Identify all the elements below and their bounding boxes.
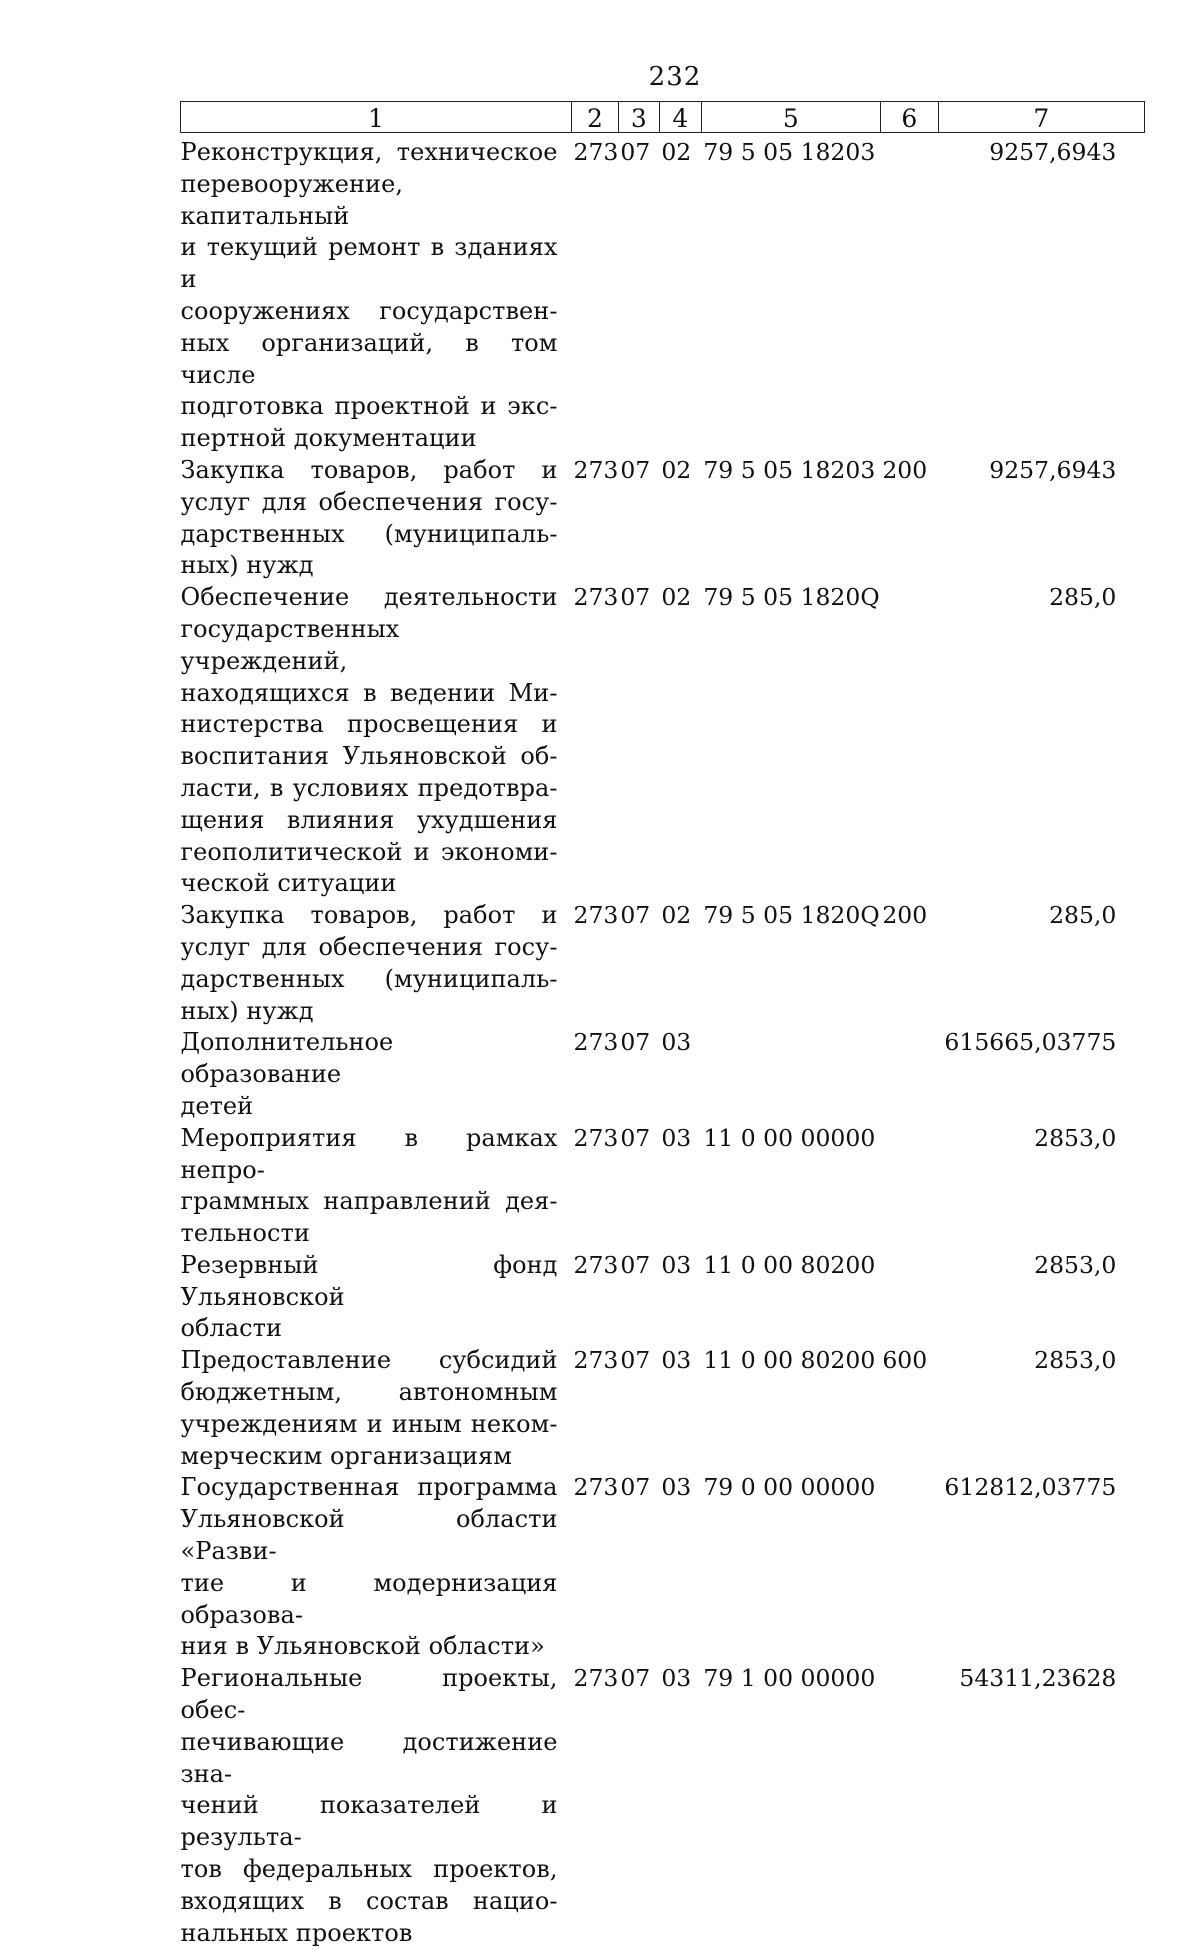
row-name-cell bbox=[181, 1345, 572, 1472]
row-name-line: тие и модернизация образова- bbox=[181, 1568, 558, 1632]
table-row bbox=[181, 1345, 1145, 1472]
row-name-line: мерческим организациям bbox=[181, 1441, 558, 1473]
code-cell-target: 79 5 05 1820Q bbox=[701, 582, 880, 900]
row-name-line: услуг для обеспечения госу- bbox=[181, 932, 558, 964]
amount-cell: 2853,0 bbox=[938, 1250, 1144, 1345]
table-row bbox=[181, 1123, 1145, 1250]
code-cell-expense-type bbox=[880, 1123, 938, 1250]
code-cell-section: 07 bbox=[618, 133, 659, 455]
amount-cell: 2853,0 bbox=[938, 1123, 1144, 1250]
column-header-7: 7 bbox=[938, 102, 1144, 133]
row-name-line: чений показателей и результа- bbox=[181, 1790, 558, 1854]
row-name-line: тельности bbox=[181, 1218, 558, 1250]
table-row bbox=[181, 1663, 1145, 1949]
row-name-line: Региональные проекты, обес- bbox=[181, 1663, 558, 1727]
column-header-3: 3 bbox=[618, 102, 659, 133]
code-cell-expense-type bbox=[880, 1250, 938, 1345]
row-name-line: ческой ситуации bbox=[181, 868, 558, 900]
code-cell-subsection: 03 bbox=[659, 1472, 701, 1663]
row-name-line: Мероприятия в рамках непро- bbox=[181, 1123, 558, 1187]
code-cell-subsection: 02 bbox=[659, 900, 701, 1027]
code-cell-expense-type bbox=[880, 1472, 938, 1663]
table-row bbox=[181, 900, 1145, 1027]
row-name-line: Закупка товаров, работ и bbox=[181, 900, 558, 932]
row-name-cell bbox=[181, 1663, 572, 1949]
code-cell-subsection: 02 bbox=[659, 455, 701, 582]
amount-cell: 615665,03775 bbox=[938, 1027, 1144, 1122]
code-cell-expense-type: 600 bbox=[880, 1345, 938, 1472]
code-cell-ministry: 273 bbox=[572, 455, 619, 582]
row-name-line: области bbox=[181, 1313, 558, 1345]
code-cell-expense-type bbox=[880, 133, 938, 455]
code-cell-ministry: 273 bbox=[572, 1027, 619, 1122]
page-number: 232 bbox=[0, 62, 1200, 92]
code-cell-subsection: 02 bbox=[659, 133, 701, 455]
row-name-line: входящих в состав нацио- bbox=[181, 1886, 558, 1918]
code-cell-expense-type bbox=[880, 1027, 938, 1122]
code-cell-expense-type: 200 bbox=[880, 900, 938, 1027]
row-name-line: сооружениях государствен- bbox=[181, 296, 558, 328]
row-name-cell bbox=[181, 582, 572, 900]
code-cell-subsection: 03 bbox=[659, 1123, 701, 1250]
row-name-cell bbox=[181, 1472, 572, 1663]
code-cell-section: 07 bbox=[618, 1663, 659, 1949]
code-cell-ministry: 273 bbox=[572, 1123, 619, 1250]
code-cell-ministry: 273 bbox=[572, 1472, 619, 1663]
table-row bbox=[181, 455, 1145, 582]
row-name-line: Резервный фонд Ульяновской bbox=[181, 1250, 558, 1314]
row-name-line: Ульяновской области «Разви- bbox=[181, 1504, 558, 1568]
row-name-line: геополитической и экономи- bbox=[181, 837, 558, 869]
row-name-line: детей bbox=[181, 1091, 558, 1123]
row-name-line: ных) нужд bbox=[181, 550, 558, 582]
table-row bbox=[181, 1250, 1145, 1345]
row-name-line: пертной документации bbox=[181, 423, 558, 455]
amount-cell: 285,0 bbox=[938, 582, 1144, 900]
row-name-line: Обеспечение деятельности bbox=[181, 582, 558, 614]
code-cell-section: 07 bbox=[618, 1250, 659, 1345]
column-header-4: 4 bbox=[659, 102, 701, 133]
code-cell-section: 07 bbox=[618, 582, 659, 900]
column-header-1: 1 bbox=[181, 102, 572, 133]
code-cell-target: 79 5 05 1820Q bbox=[701, 900, 880, 1027]
row-name-line: ных организаций, в том числе bbox=[181, 328, 558, 392]
code-cell-target: 79 1 00 00000 bbox=[701, 1663, 880, 1949]
code-cell-subsection: 03 bbox=[659, 1663, 701, 1949]
row-name-line: щения влияния ухудшения bbox=[181, 805, 558, 837]
row-name-line: Государственная программа bbox=[181, 1472, 558, 1504]
amount-cell: 9257,6943 bbox=[938, 133, 1144, 455]
row-name-cell bbox=[181, 1250, 572, 1345]
column-header-5: 5 bbox=[701, 102, 880, 133]
column-header-2: 2 bbox=[572, 102, 619, 133]
code-cell-ministry: 273 bbox=[572, 1250, 619, 1345]
code-cell-section: 07 bbox=[618, 1472, 659, 1663]
row-name-line: ния в Ульяновской области» bbox=[181, 1631, 558, 1663]
code-cell-expense-type bbox=[880, 582, 938, 900]
code-cell-target: 11 0 00 00000 bbox=[701, 1123, 880, 1250]
row-name-line: нистерства просвещения и bbox=[181, 709, 558, 741]
code-cell-section: 07 bbox=[618, 1123, 659, 1250]
row-name-line: дарственных (муниципаль- bbox=[181, 519, 558, 551]
code-cell-ministry: 273 bbox=[572, 582, 619, 900]
row-name-line: ласти, в условиях предотвра- bbox=[181, 773, 558, 805]
row-name-line: перевооружение, капитальный bbox=[181, 169, 558, 233]
table-header-row bbox=[181, 102, 1145, 133]
code-cell-expense-type: 200 bbox=[880, 455, 938, 582]
row-name-cell bbox=[181, 900, 572, 1027]
code-cell-ministry: 273 bbox=[572, 133, 619, 455]
amount-cell: 2853,0 bbox=[938, 1345, 1144, 1472]
code-cell-ministry: 273 bbox=[572, 1663, 619, 1949]
code-cell-section: 07 bbox=[618, 455, 659, 582]
row-name-line: находящихся в ведении Ми- bbox=[181, 678, 558, 710]
row-name-line: граммных направлений дея- bbox=[181, 1186, 558, 1218]
amount-cell: 54311,23628 bbox=[938, 1663, 1144, 1949]
row-name-line: государственных учреждений, bbox=[181, 614, 558, 678]
table-body bbox=[181, 133, 1145, 1949]
code-cell-expense-type bbox=[880, 1663, 938, 1949]
code-cell-target bbox=[701, 1027, 880, 1122]
code-cell-target: 79 5 05 18203 bbox=[701, 133, 880, 455]
table-row bbox=[181, 582, 1145, 900]
row-name-cell bbox=[181, 133, 572, 455]
row-name-line: учреждениям и иным неком- bbox=[181, 1409, 558, 1441]
budget-table bbox=[180, 101, 1145, 1949]
code-cell-subsection: 03 bbox=[659, 1027, 701, 1122]
code-cell-section: 07 bbox=[618, 1027, 659, 1122]
code-cell-target: 79 5 05 18203 bbox=[701, 455, 880, 582]
row-name-cell bbox=[181, 1123, 572, 1250]
code-cell-ministry: 273 bbox=[572, 900, 619, 1027]
row-name-line: тов федеральных проектов, bbox=[181, 1854, 558, 1886]
table-row bbox=[181, 133, 1145, 455]
code-cell-target: 79 0 00 00000 bbox=[701, 1472, 880, 1663]
amount-cell: 9257,6943 bbox=[938, 455, 1144, 582]
row-name-line: печивающие достижение зна- bbox=[181, 1727, 558, 1791]
row-name-line: бюджетным, автономным bbox=[181, 1377, 558, 1409]
code-cell-subsection: 03 bbox=[659, 1345, 701, 1472]
row-name-line: Дополнительное образование bbox=[181, 1027, 558, 1091]
table-row bbox=[181, 1027, 1145, 1122]
code-cell-subsection: 02 bbox=[659, 582, 701, 900]
code-cell-target: 11 0 00 80200 bbox=[701, 1345, 880, 1472]
row-name-line: ных) нужд bbox=[181, 996, 558, 1028]
row-name-line: Закупка товаров, работ и bbox=[181, 455, 558, 487]
code-cell-subsection: 03 bbox=[659, 1250, 701, 1345]
row-name-line: дарственных (муниципаль- bbox=[181, 964, 558, 996]
table-row bbox=[181, 1472, 1145, 1663]
row-name-line: воспитания Ульяновской об- bbox=[181, 741, 558, 773]
amount-cell: 612812,03775 bbox=[938, 1472, 1144, 1663]
row-name-line: Реконструкция, техническое bbox=[181, 137, 558, 169]
row-name-line: услуг для обеспечения госу- bbox=[181, 487, 558, 519]
code-cell-section: 07 bbox=[618, 900, 659, 1027]
row-name-line: подготовка проектной и экс- bbox=[181, 391, 558, 423]
amount-cell: 285,0 bbox=[938, 900, 1144, 1027]
row-name-line: Предоставление субсидий bbox=[181, 1345, 558, 1377]
column-header-6: 6 bbox=[880, 102, 938, 133]
row-name-line: нальных проектов bbox=[181, 1918, 558, 1949]
code-cell-target: 11 0 00 80200 bbox=[701, 1250, 880, 1345]
code-cell-ministry: 273 bbox=[572, 1345, 619, 1472]
row-name-cell bbox=[181, 455, 572, 582]
row-name-cell bbox=[181, 1027, 572, 1122]
row-name-line: и текущий ремонт в зданиях и bbox=[181, 232, 558, 296]
code-cell-section: 07 bbox=[618, 1345, 659, 1472]
